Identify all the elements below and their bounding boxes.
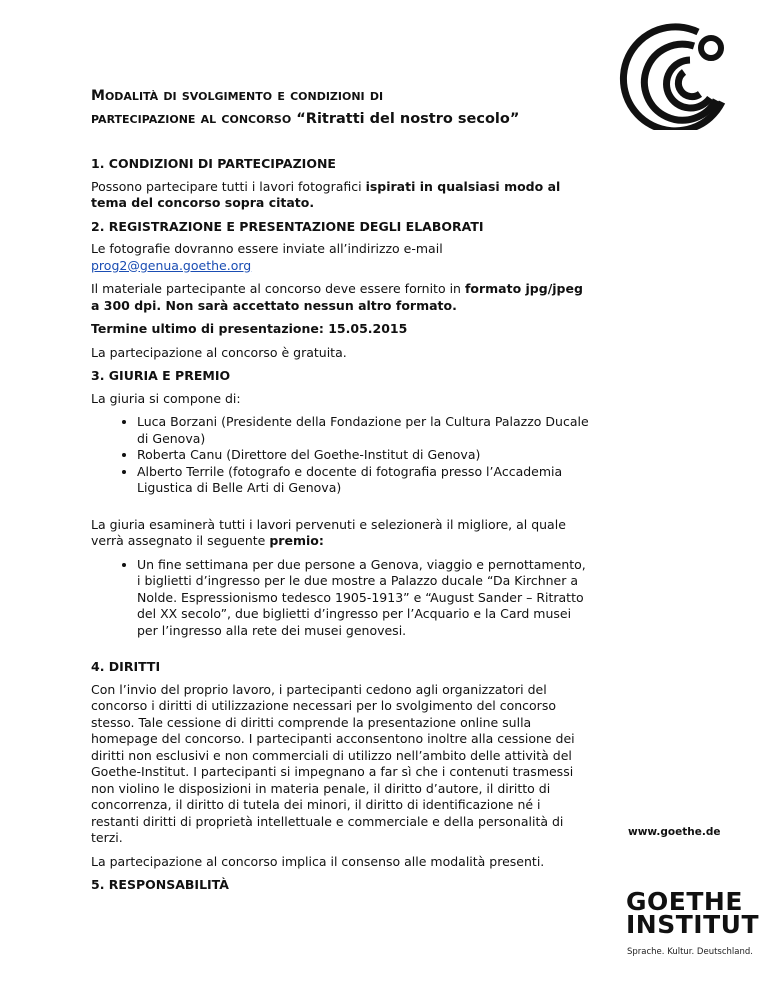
title-initial: M [91,88,105,104]
section-2-p1: Le fotografie dovranno essere inviate all’indirizzo e-mail [91,241,443,256]
goethe-institut-wordmark [626,887,759,939]
section-2-email-para [91,241,591,274]
consent-text: La partecipazione al concorso implica il consenso alle modalità presenti. [91,853,545,869]
list-item: • Un fine settimana per due persone a Genova, viaggio e pernottamento, i biglietti d’ingresso per le due mostre a Palazzo ducale “Da Kirchner a Nolde. Espressionismo tedesco 1905-1913” e “August Sander – Ritratto del XX secolo”, due biglietti d’ingresso per l’Acquario e la Card musei per l’ingresso alla rete dei musei genovesi. [137,557,591,640]
prize-list [91,557,591,640]
section-3-heading: 3. GIURIA E PREMIO [91,368,231,383]
document-body [91,84,591,900]
section-2-p2-bold: formato jpg/jpeg a 300 dpi. Non sarà accettato nessun altro formato. [91,281,583,313]
section-2-heading: 2. REGISTRAZIONE E PRESENTAZIONE DEGLI ELABORATI [91,218,484,234]
deadline-text: Termine ultimo di presentazione: 15.05.2015 [91,321,408,336]
list-item: • Alberto Terrile (fotografo e docente di fotografia presso l’Accademia Ligustica di Belle Arti di Genova) [137,464,591,497]
section-4-text: Con l’invio del proprio lavoro, i partecipanti cedono agli organizzatori del concorso i diritti di utilizzazione necessari per lo svolgimento del concorso stesso. Tale cessione di diritti comprende la presentazione online sulla homepage del concorso. I partecipanti acconsentono inoltre alla cessione dei diritti non esclusivi e non commerciali di utilizzo nell’ambito delle attività del Goethe-Institut. I partecipanti si impegnano a far sì che i contenuti trasmessi non violino le disposizioni in materia penale, il diritto d’autore, il diritto di concorrenza, il diritto di tutela dei minori, il diritto di identificazione né i restanti diritti di proprietà intellettuale e commerciale e della personalità di terzi. [91,681,575,845]
section-2-p2-plain: Il materiale partecipante al concorso deve essere fornito in [91,281,465,296]
title-line-1-rest: odalità di svolgimento e condizioni di [104,86,384,104]
website-url[interactable]: www.goethe.de [628,826,721,838]
jury-intro: La giuria si compone di: [91,390,241,406]
brand-tagline: Sprache. Kultur. Deutschland. [627,947,753,957]
prize-intro-plain: La giuria esaminerà tutti i lavori pervenuti e selezionerà il migliore, al quale verrà assegnato il seguente [91,516,566,548]
deadline [91,321,591,338]
list-item: • Roberta Canu (Direttore del Goethe-Institut di Genova) [137,447,591,464]
section-1-plain: Possono partecipare tutti i lavori fotografici [91,178,366,194]
title-line-1 [91,84,591,107]
section-1-text [91,179,591,212]
prize-label: premio: [269,533,324,548]
free-participation: La partecipazione al concorso è gratuita. [91,344,347,360]
title-line-2 [91,107,591,130]
section-4-heading: 4. DIRITTI [91,659,161,674]
jury-list [91,414,591,497]
section-2-format-para [91,281,591,314]
goethe-circles-logo-icon [600,20,730,130]
prize-intro [91,517,591,550]
page-title [91,84,591,130]
section-5-heading: 5. RESPONSABILITÀ [91,877,229,892]
wordmark-line-2: INSTITUT [626,910,759,939]
title-contest-name: “Ritratti del nostro secolo” [291,111,520,127]
section-1-bold: ispirati in qualsiasi modo al tema del concorso sopra citato. [91,178,561,210]
email-link[interactable]: prog2@genua.goethe.org [91,257,252,273]
section-1-heading: 1. CONDIZIONI DI PARTECIPAZIONE [91,156,336,171]
title-line-2-smallcaps: partecipazione al concorso [91,109,292,127]
list-item: • Luca Borzani (Presidente della Fondazione per la Cultura Palazzo Ducale di Genova) [137,414,591,447]
wordmark-line-1: GOETHE [626,887,743,916]
